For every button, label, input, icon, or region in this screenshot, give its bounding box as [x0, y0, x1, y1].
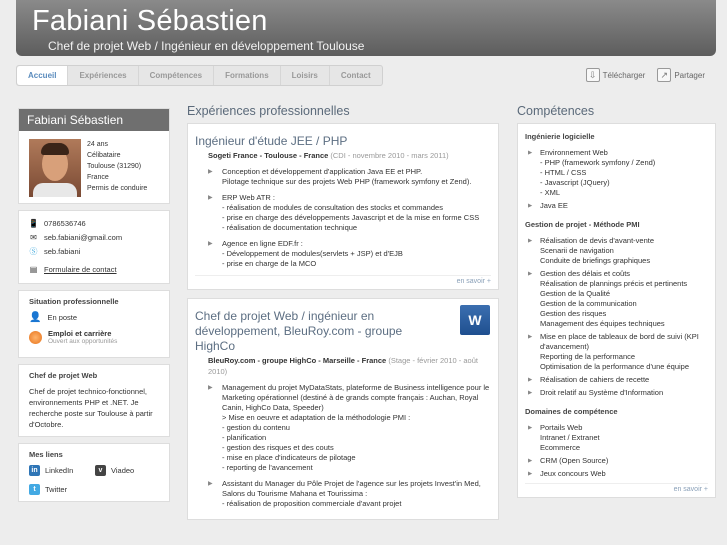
links-box: [18, 443, 170, 502]
seeking-sub: Ouvert aux opportunités: [48, 338, 118, 345]
linkedin-icon: in: [29, 465, 40, 476]
list-item: ▶ Jeux concours Web: [528, 469, 708, 479]
twitter-icon: t: [29, 484, 40, 495]
seeking-label: Emploi et carrière: [48, 329, 112, 338]
job-1-more: [195, 275, 491, 285]
skills-group-1: [528, 148, 708, 211]
left-column: [18, 108, 170, 508]
experiences-title: Expériences professionnelles: [187, 104, 350, 118]
phone-row: [29, 217, 161, 231]
list-item: ▶ Java EE: [528, 201, 708, 211]
social-links: [29, 465, 161, 495]
list-item: ▶ Management du projet MyDataStats, plateforme de Business intelligence pour le Marketing opérationnel (destiné à de grands compte français : Auchan, Royal Canin, HighCo Data, Speeder) > Mise en oeuvre et adaptation de la méthodologie PMI : - gestion du contenu - planification - gestion des risques et des couts - mise en place d'indicateurs de pilotage - reporting de l'avancement: [208, 383, 491, 473]
about-title: Chef de projet Web: [29, 371, 98, 380]
download-button[interactable]: [586, 68, 646, 82]
contact-box: [18, 210, 170, 284]
list-item: ▶ Réalisation de cahiers de recette: [528, 375, 708, 385]
list-item: ▶ Droit relatif au Système d'Information: [528, 388, 708, 398]
skills-more: [525, 483, 708, 493]
job-2-period: (Stage - février 2010 - août 2010): [208, 356, 478, 376]
contact-form-link[interactable]: Formulaire de contact: [44, 265, 117, 274]
situation-current: 👤 En poste: [29, 312, 78, 323]
viadeo-link[interactable]: v Viadeo: [95, 465, 161, 476]
list-item: ▶ Assistant du Manager du Pôle Projet de l'agence sur les projets Invest'in Med, Salons du Tourisme Mahana et Tourissima : - réalisation de proposition commerciale d'avant projet: [208, 479, 491, 509]
about-text: Chef de projet technico-fonctionnel, environnements PHP et .NET. Je recherche poste sur Toulouse à partir d'Octobre.: [29, 387, 153, 429]
list-item: ▶ Portails Web Intranet / Extranet Ecommerce: [528, 423, 708, 453]
nav-competences[interactable]: Compétences: [139, 66, 214, 85]
skype-id[interactable]: seb.fabiani: [44, 247, 81, 256]
email-icon: ✉: [30, 233, 37, 242]
skills-group-2-title: Gestion de projet - Méthode PMI: [525, 220, 640, 229]
skills-group-3-title: Domaines de compétence: [525, 407, 618, 416]
profile-city: Toulouse (31290): [87, 163, 142, 170]
twitter-link[interactable]: t Twitter: [29, 484, 95, 495]
situation-title: Situation professionnelle: [29, 297, 119, 306]
site-header: [16, 0, 716, 56]
tools-bar: [586, 68, 705, 82]
site-subtitle: Chef de projet Web / Ingénieur en développement Toulouse: [48, 39, 365, 53]
nav-formations[interactable]: Formations: [214, 66, 281, 85]
linkedin-link[interactable]: in LinkedIn: [29, 465, 95, 476]
situation-box: [18, 290, 170, 358]
phone-icon: 📱: [28, 219, 39, 228]
download-icon: ⇩: [586, 68, 600, 82]
phone-number: 0786536746: [44, 219, 86, 228]
email-address[interactable]: seb.fabiani@gmail.com: [44, 233, 123, 242]
list-item: ▶ Réalisation de devis d'avant-vente Scenarii de navigation Conduite de briefings graphiques: [528, 236, 708, 266]
profile-details: [19, 131, 169, 203]
profile-info: [87, 139, 147, 197]
site-title: Fabiani Sébastien: [32, 5, 268, 37]
profile-age: 24 ans: [87, 141, 109, 148]
nav-loisirs[interactable]: Loisirs: [281, 66, 330, 85]
profile-box: [18, 108, 170, 204]
nav-accueil[interactable]: Accueil: [17, 66, 68, 85]
nav-experiences[interactable]: Expériences: [68, 66, 138, 85]
job-1-title[interactable]: Ingénieur d'étude JEE / PHP: [195, 134, 348, 148]
email-row[interactable]: [29, 231, 161, 245]
skills-group-3: [528, 423, 708, 479]
links-title: Mes liens: [29, 450, 63, 459]
job-2-company: BleuRoy.com - groupe HighCo - Marseille - France (Stage - février 2010 - août 2010): [208, 356, 478, 376]
download-label: Télécharger: [602, 70, 646, 80]
skills-title: Compétences: [517, 104, 595, 118]
share-button[interactable]: [657, 68, 705, 82]
job-1-company: Sogeti France - Toulouse - France (CDI - novembre 2010 - mars 2011): [208, 151, 449, 160]
list-item: ▶ Agence en ligne EDF.fr : - Développement de modules(servlets + JSP) et d'EJB - prise en charge de la MCO: [208, 239, 491, 269]
status-orange-icon: [29, 331, 42, 344]
profile-status: Célibataire: [87, 152, 121, 159]
profile-photo: [29, 139, 81, 197]
skills-column: [517, 104, 716, 498]
viadeo-icon: v: [95, 465, 106, 476]
person-icon: 👤: [29, 312, 42, 323]
job-2-title[interactable]: Chef de projet Web / ingénieur en développement, BleuRoy.com - groupe HighCo: [195, 309, 403, 353]
nav-contact[interactable]: Contact: [340, 71, 371, 80]
profile-license: Permis de conduire: [87, 185, 148, 192]
form-icon: ▤: [29, 265, 38, 274]
situation-seeking: [29, 329, 161, 345]
main-nav: [16, 65, 383, 86]
job-1-period: (CDI - novembre 2010 - mars 2011): [330, 151, 449, 160]
list-item: ▶ Mise en place de tableaux de bord de suivi (KPI d'avancement) Reporting de la performance Optimisation de la performance d'une équipe: [528, 332, 708, 372]
job-card-1: [187, 123, 499, 290]
skype-row[interactable]: [29, 245, 161, 259]
profile-name: Fabiani Sébastien: [19, 109, 169, 131]
bleuroy-logo: W: [460, 305, 490, 335]
about-box: [18, 364, 170, 437]
skills-group-1-title: Ingénierie logicielle: [525, 132, 595, 141]
job-1-tasks: [208, 167, 491, 269]
list-item: ▶ ERP Web ATR : - réalisation de modules de consultation des stocks et commandes - prise en charge des développements Javascript et de la mise en forme CSS - réalisation de documentation technique: [208, 193, 491, 233]
job-2-tasks: [208, 383, 491, 509]
skills-card: [517, 123, 716, 498]
profile-country: France: [87, 174, 109, 181]
list-item: ▶ CRM (Open Source): [528, 456, 708, 466]
share-label: Partager: [674, 70, 705, 80]
experiences-column: [187, 104, 499, 528]
skills-more-link[interactable]: en savoir +: [673, 486, 708, 493]
list-item: ▶ Conception et développement d'application Java EE et PHP. Pilotage technique sur des projets Web PHP (framework symfony et Zend).: [208, 167, 491, 187]
list-item: ▶ Environnement Web - PHP (framework symfony / Zend) - HTML / CSS - Javascript (JQuery) - XML: [528, 148, 708, 198]
list-item: ▶ Gestion des délais et coûts Réalisation de plannings précis et pertinents Gestion de la Qualité Gestion de la communication Gestion des risques Management des équipes techniques: [528, 269, 708, 329]
job-1-more-link[interactable]: en savoir +: [456, 278, 491, 285]
job-card-2: [187, 298, 499, 520]
contact-form-row[interactable]: [29, 263, 161, 277]
share-icon: ↗: [657, 68, 671, 82]
skype-icon: Ⓢ: [29, 247, 38, 256]
skills-group-2: [528, 236, 708, 398]
